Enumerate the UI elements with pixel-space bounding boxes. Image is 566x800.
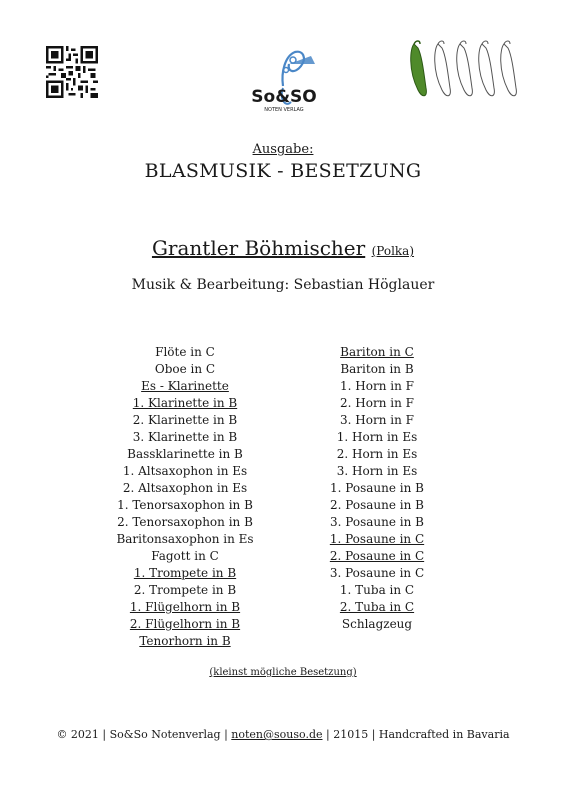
chili-pepper-rating-icon xyxy=(404,40,524,102)
piece-title xyxy=(0,236,566,260)
instrument-item: Fagott in C xyxy=(151,549,219,563)
instrument-item: Schlagzeug xyxy=(341,617,413,631)
pepper-empty-icons xyxy=(435,41,517,96)
instrument-item: 3. Horn in F xyxy=(340,413,414,427)
instrument-item: 3. Klarinette in B xyxy=(132,430,238,444)
instrument-item: Es - Klarinette xyxy=(141,379,229,393)
instrument-item: 1. Tuba in C xyxy=(339,583,415,597)
publisher-logo xyxy=(245,42,323,120)
instrument-item: Tenorhorn in B xyxy=(139,634,231,648)
title-subtitle: (Polka) xyxy=(371,244,415,258)
logo-subtext: NOTEN VERLAG xyxy=(264,107,304,113)
instrument-item: 1. Tenorsaxophon in B xyxy=(117,498,253,512)
instrument-item: 2. Horn in F xyxy=(340,396,414,410)
instrument-item: 1. Altsaxophon in Es xyxy=(122,464,248,478)
instrument-item: 2. Tenorsaxophon in B xyxy=(117,515,253,529)
edition-label: Ausgabe: xyxy=(252,142,314,157)
instrument-item: Bassklarinette in B xyxy=(127,447,243,461)
instrument-item: 1. Posaune in C xyxy=(329,532,425,546)
instrument-item: 1. Horn in F xyxy=(340,379,414,393)
qr-code-icon xyxy=(46,46,98,98)
instrument-item: 2. Flügelhorn in B xyxy=(129,617,241,631)
instrument-item: 3. Posaune in C xyxy=(329,566,425,580)
instrument-item: 2. Horn in Es xyxy=(336,447,418,461)
instrument-list-right xyxy=(282,344,472,633)
instrument-item: 3. Horn in Es xyxy=(336,464,418,478)
instrument-item: 2. Trompete in B xyxy=(133,583,237,597)
instrument-item: 2. Posaune in C xyxy=(329,549,425,563)
instrument-item: Bariton in C xyxy=(340,345,414,359)
instrument-item: 1. Posaune in B xyxy=(330,481,424,495)
instrument-item: 1. Horn in Es xyxy=(336,430,418,444)
pepper-filled-icon xyxy=(411,41,427,96)
footer-prefix: © 2021 | So&So Notenverlag | xyxy=(56,728,232,741)
instrument-item: 2. Klarinette in B xyxy=(132,413,238,427)
instrument-item: 2. Altsaxophon in Es xyxy=(122,481,248,495)
footer xyxy=(0,728,566,741)
trumpet-logo-icon xyxy=(245,42,323,120)
composer-line: Musik & Bearbeitung: Sebastian Höglauer xyxy=(131,277,435,293)
instrument-item: Oboe in C xyxy=(154,362,216,376)
instrument-item: 1. Klarinette in B xyxy=(132,396,238,410)
footer-suffix: | 21015 | Handcrafted in Bavaria xyxy=(322,728,510,741)
instrument-item: 1. Flügelhorn in B xyxy=(129,600,241,614)
logo-text: So&SO xyxy=(251,87,317,107)
title-text: Grantler Böhmischer xyxy=(151,236,366,260)
instrument-item: Baritonsaxophon in Es xyxy=(116,532,254,546)
instrument-item: 3. Posaune in B xyxy=(330,515,424,529)
email-link[interactable]: noten@souso.de xyxy=(231,728,323,741)
instrument-list-left xyxy=(90,344,280,650)
minimum-setup-note: (kleinst mögliche Besetzung) xyxy=(209,667,357,678)
instrument-item: 2. Posaune in B xyxy=(330,498,424,512)
instrument-item: Bariton in B xyxy=(340,362,414,376)
instrument-item: 1. Trompete in B xyxy=(133,566,237,580)
instrument-item: 2. Tuba in C xyxy=(339,600,415,614)
ensemble-heading: BLASMUSIK - BESETZUNG xyxy=(144,160,422,182)
instrument-item: Flöte in C xyxy=(155,345,215,359)
